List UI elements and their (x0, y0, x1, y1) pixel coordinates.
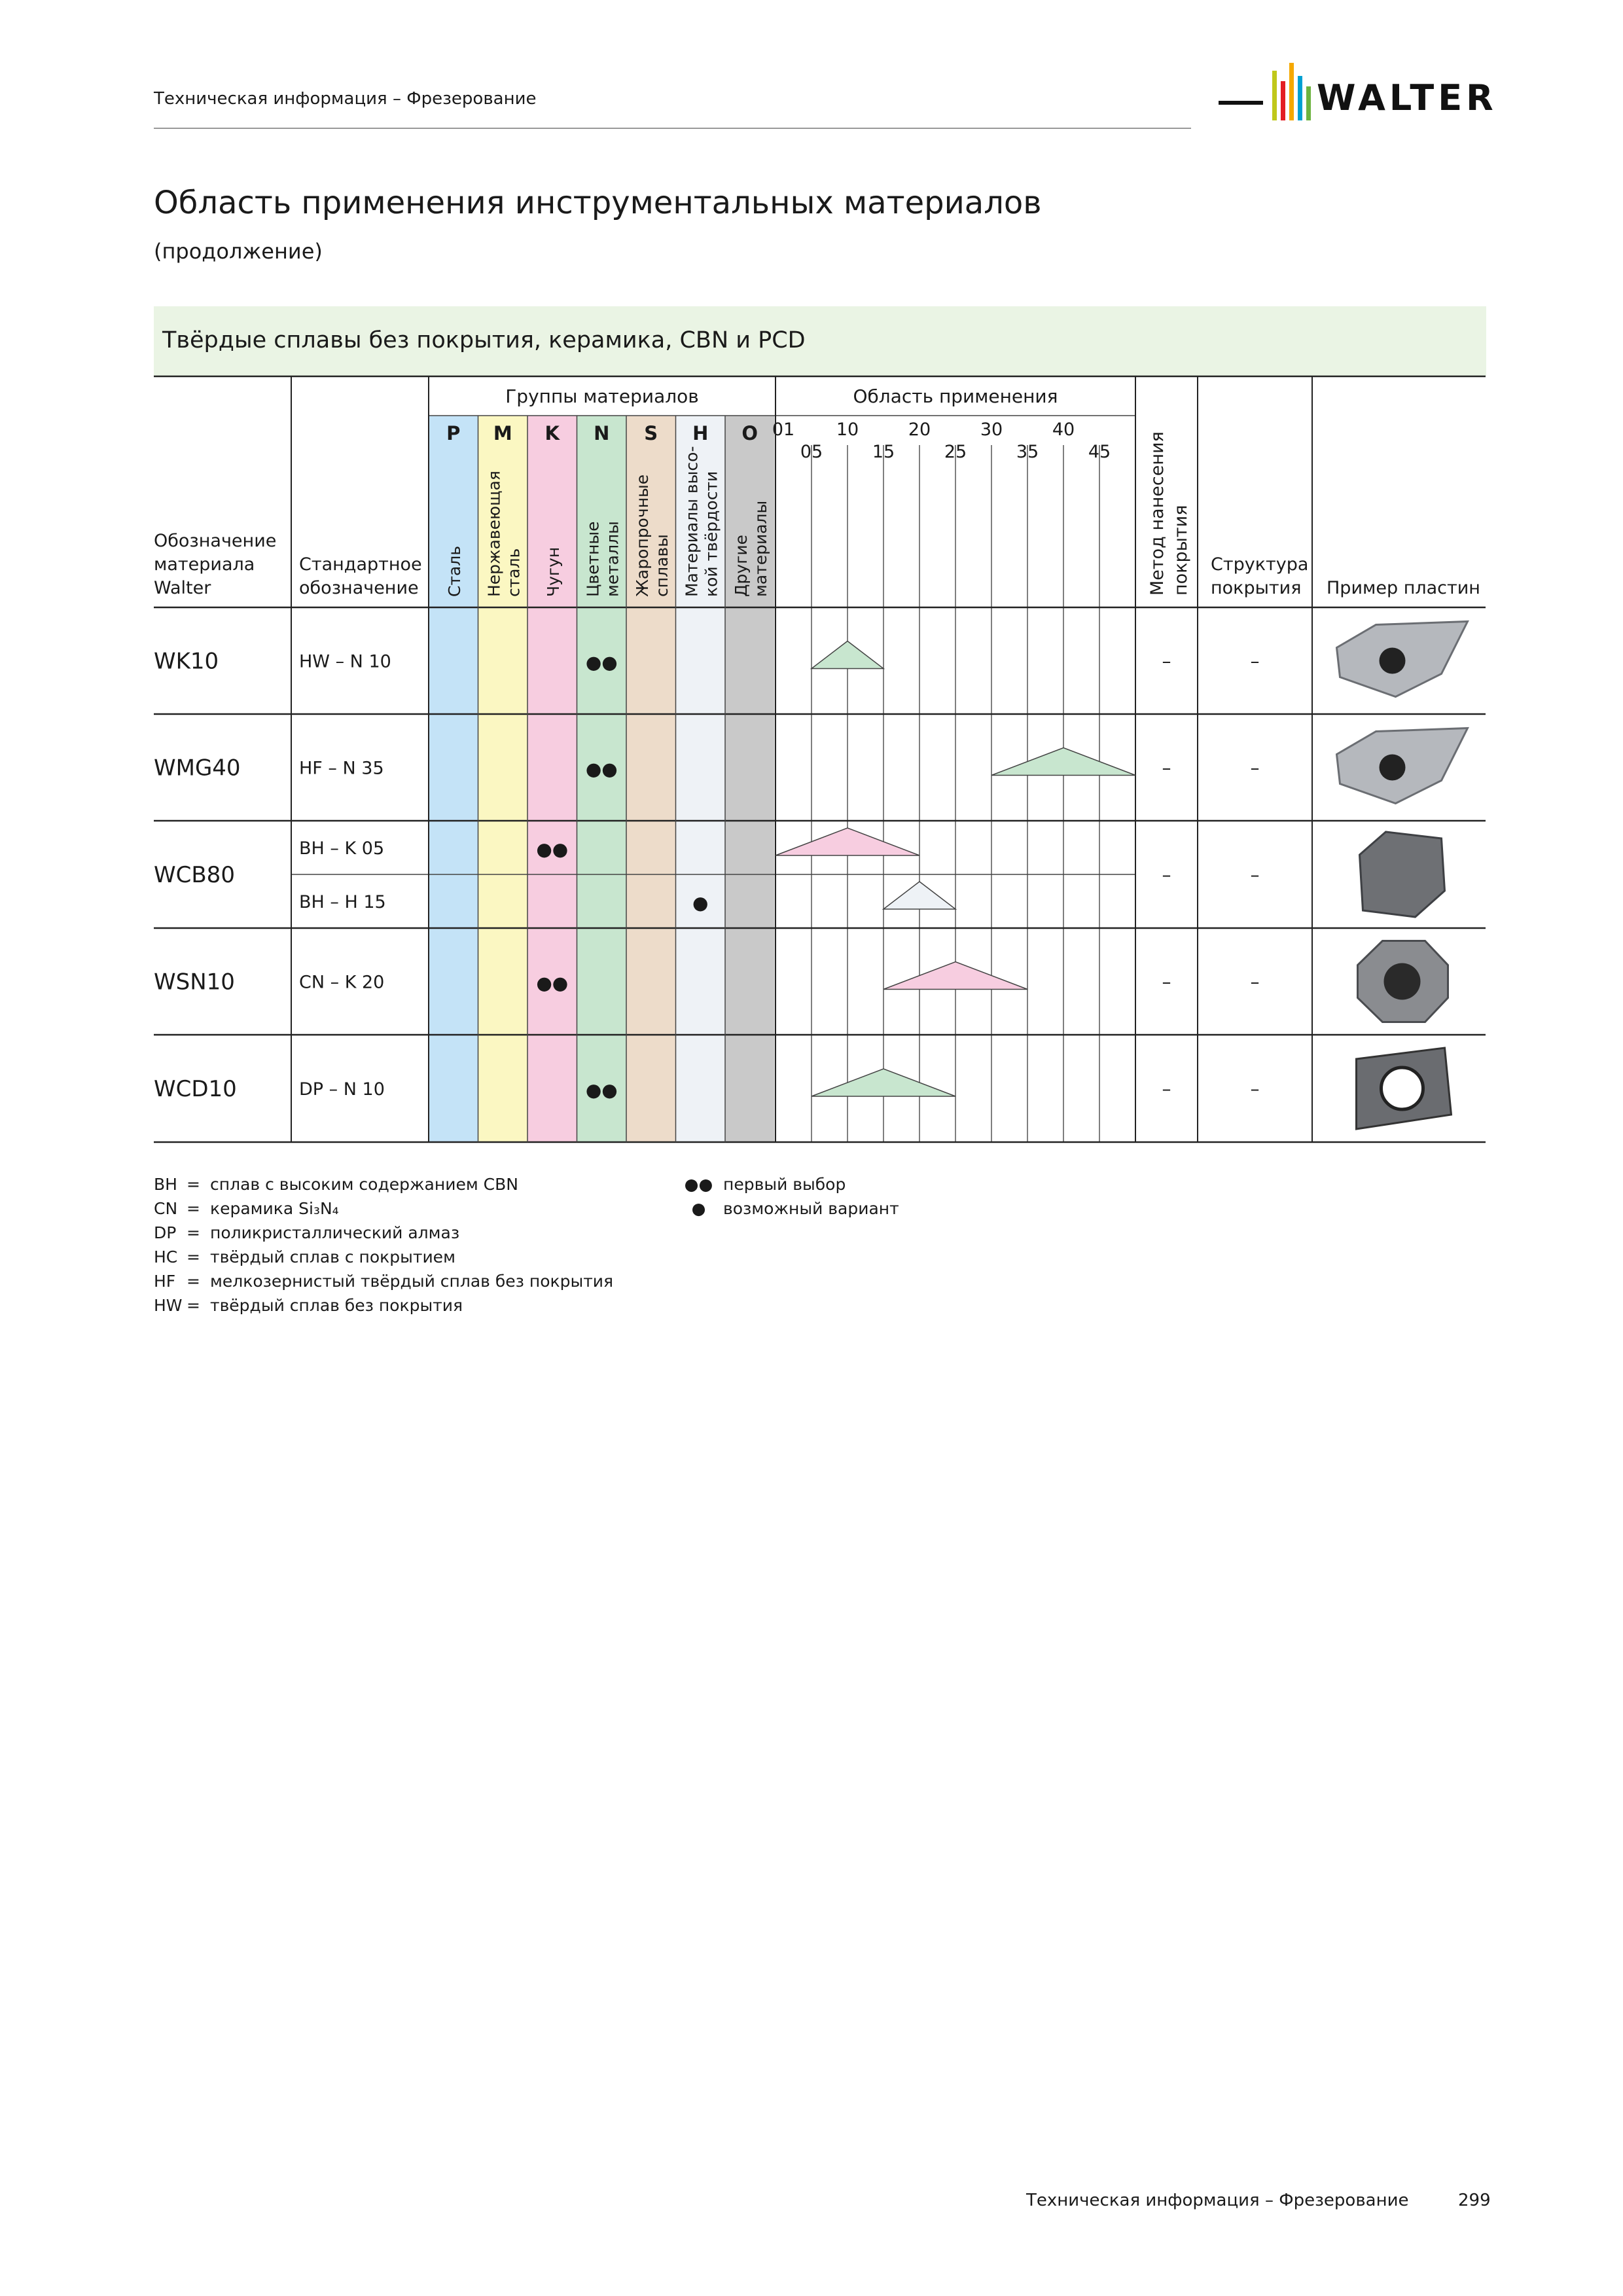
coating-structure: – (1250, 971, 1260, 993)
legend-equals: = (187, 1296, 200, 1315)
group-column-k (527, 416, 577, 1142)
suitability-mark: ●● (536, 972, 569, 994)
scale-label-top: 30 (980, 420, 1003, 440)
group-label: Нержавеющая (484, 471, 504, 597)
scale-label-top: 40 (1052, 420, 1075, 440)
logo-wordmark: WALTER (1317, 77, 1497, 118)
legend-code: HC (154, 1247, 178, 1266)
material-header: Walter (154, 578, 211, 598)
legend-equals: = (187, 1223, 200, 1242)
legend-equals: = (187, 1247, 200, 1266)
material-name: WSN10 (154, 969, 235, 996)
standard-header: Стандартное (299, 554, 422, 575)
application-triangle (812, 1069, 955, 1096)
legend-abbr-row (154, 1296, 463, 1315)
legend-mark-text: возможный вариант (723, 1199, 899, 1218)
group-column-p (429, 416, 478, 1142)
application-triangle (883, 882, 955, 909)
insert-hole (1380, 755, 1406, 781)
legend-code: HF (154, 1272, 176, 1291)
application-triangle (812, 641, 883, 669)
material-name: WMG40 (154, 755, 241, 781)
standard-designation: BH – H 15 (299, 892, 386, 912)
group-letter-s: S (644, 422, 658, 444)
page-number: 299 (1458, 2191, 1491, 2210)
legend-code: BH (154, 1175, 177, 1194)
footer-title: Техническая информация – Фрезерование (1026, 2191, 1409, 2210)
coating-method: – (1162, 864, 1171, 886)
coating-method: – (1162, 971, 1171, 993)
insert-hole (1382, 1067, 1423, 1109)
material-name: WCD10 (154, 1076, 237, 1102)
legend-mark: ● (691, 1199, 706, 1218)
standard-designation: HF – N 35 (299, 758, 384, 779)
legend-code: DP (154, 1223, 177, 1242)
running-header: Техническая информация – Фрезерование (154, 89, 537, 109)
scale-label-bottom: 15 (872, 442, 895, 462)
suitability-mark: ●● (585, 1079, 618, 1101)
coating-method: – (1162, 650, 1171, 672)
coating-structure: – (1250, 864, 1260, 886)
group-label: Другие (731, 535, 751, 597)
legend-abbr-row (154, 1199, 339, 1218)
suitability-mark: ● (692, 892, 709, 914)
area-header: Область применения (853, 386, 1058, 407)
standard-designation: DP – N 10 (299, 1079, 385, 1100)
insert-hole (1384, 963, 1421, 1000)
method-header: покрытия (1171, 505, 1191, 596)
scale-label-top: 01 (772, 420, 795, 440)
group-label: сталь (504, 548, 524, 597)
legend-abbr-row (154, 1223, 459, 1242)
coating-structure: – (1250, 757, 1260, 779)
group-label: материалы (751, 500, 770, 597)
material-header: материала (154, 554, 255, 575)
group-label: металлы (603, 521, 622, 597)
legend-code: HW (154, 1296, 183, 1315)
group-letter-h: H (692, 422, 709, 444)
coating-method: – (1162, 1078, 1171, 1100)
group-label: Жаропрочные (632, 474, 652, 597)
group-letter-o: O (741, 422, 758, 444)
insert-image (1360, 832, 1445, 917)
legend-mark-row (674, 1175, 846, 1194)
suitability-mark: ●● (536, 838, 569, 860)
coating-structure: – (1250, 1078, 1260, 1100)
section-title: Твёрдые сплавы без покрытия, керамика, CBN и PCD (162, 327, 806, 353)
scale-label-bottom: 25 (944, 442, 967, 462)
legend-abbr-row (154, 1175, 518, 1194)
scale-label-top: 20 (908, 420, 931, 440)
legend-definition: керамика Si₃N₄ (210, 1199, 339, 1218)
application-triangle (883, 962, 1027, 990)
legend-definition: твёрдый сплав без покрытия (210, 1296, 463, 1315)
legend-equals: = (187, 1272, 200, 1291)
group-label: Материалы высо- (682, 446, 702, 597)
structure-header: Структура (1211, 554, 1309, 575)
page-title: Область применения инструментальных материалов (154, 185, 1042, 221)
standard-header: обозначение (299, 578, 419, 598)
coating-method: – (1162, 757, 1171, 779)
page-subtitle: (продолжение) (154, 239, 323, 264)
standard-designation: BH – K 05 (299, 838, 385, 859)
legend-code: CN (154, 1199, 178, 1218)
coating-structure: – (1250, 650, 1260, 672)
legend-mark: ●● (684, 1175, 713, 1194)
material-name: WCB80 (154, 862, 235, 888)
application-triangle (776, 828, 919, 855)
groups-header: Группы материалов (505, 386, 699, 407)
legend-equals: = (187, 1199, 200, 1218)
legend-definition: сплав с высоким содержанием CBN (210, 1175, 518, 1194)
legend-abbr-row (154, 1272, 613, 1291)
group-label: Цветные (583, 521, 603, 597)
structure-header: покрытия (1211, 578, 1302, 598)
application-triangle (991, 748, 1135, 776)
material-name: WK10 (154, 648, 219, 675)
group-label: кой твёрдости (702, 471, 721, 597)
material-header: Обозначение (154, 531, 277, 551)
legend-equals: = (187, 1175, 200, 1194)
standard-designation: HW – N 10 (299, 651, 391, 672)
group-letter-k: K (544, 422, 560, 444)
legend-mark-text: первый выбор (723, 1175, 846, 1194)
scale-label-bottom: 05 (800, 442, 823, 462)
scale-label-bottom: 35 (1016, 442, 1039, 462)
group-letter-m: M (493, 422, 512, 444)
scale-label-top: 10 (836, 420, 859, 440)
legend-definition: мелкозернистый твёрдый сплав без покрытия (210, 1272, 614, 1291)
group-label: сплавы (652, 534, 671, 597)
insert-hole (1380, 648, 1406, 674)
suitability-mark: ●● (585, 651, 618, 673)
example-header: Пример пластин (1327, 578, 1480, 598)
scale-label-bottom: 45 (1088, 442, 1111, 462)
group-label: Сталь (444, 545, 464, 597)
legend-definition: поликристаллический алмаз (210, 1223, 460, 1242)
legend-abbr-row (154, 1247, 455, 1266)
method-header: Метод нанесения (1147, 431, 1168, 596)
group-letter-n: N (594, 422, 610, 444)
legend-definition: твёрдый сплав с покрытием (210, 1247, 455, 1266)
legend-mark-row (674, 1199, 899, 1218)
suitability-mark: ●● (585, 758, 618, 780)
group-label: Чугун (543, 547, 563, 597)
standard-designation: CN – K 20 (299, 972, 385, 993)
group-letter-p: P (446, 422, 461, 444)
